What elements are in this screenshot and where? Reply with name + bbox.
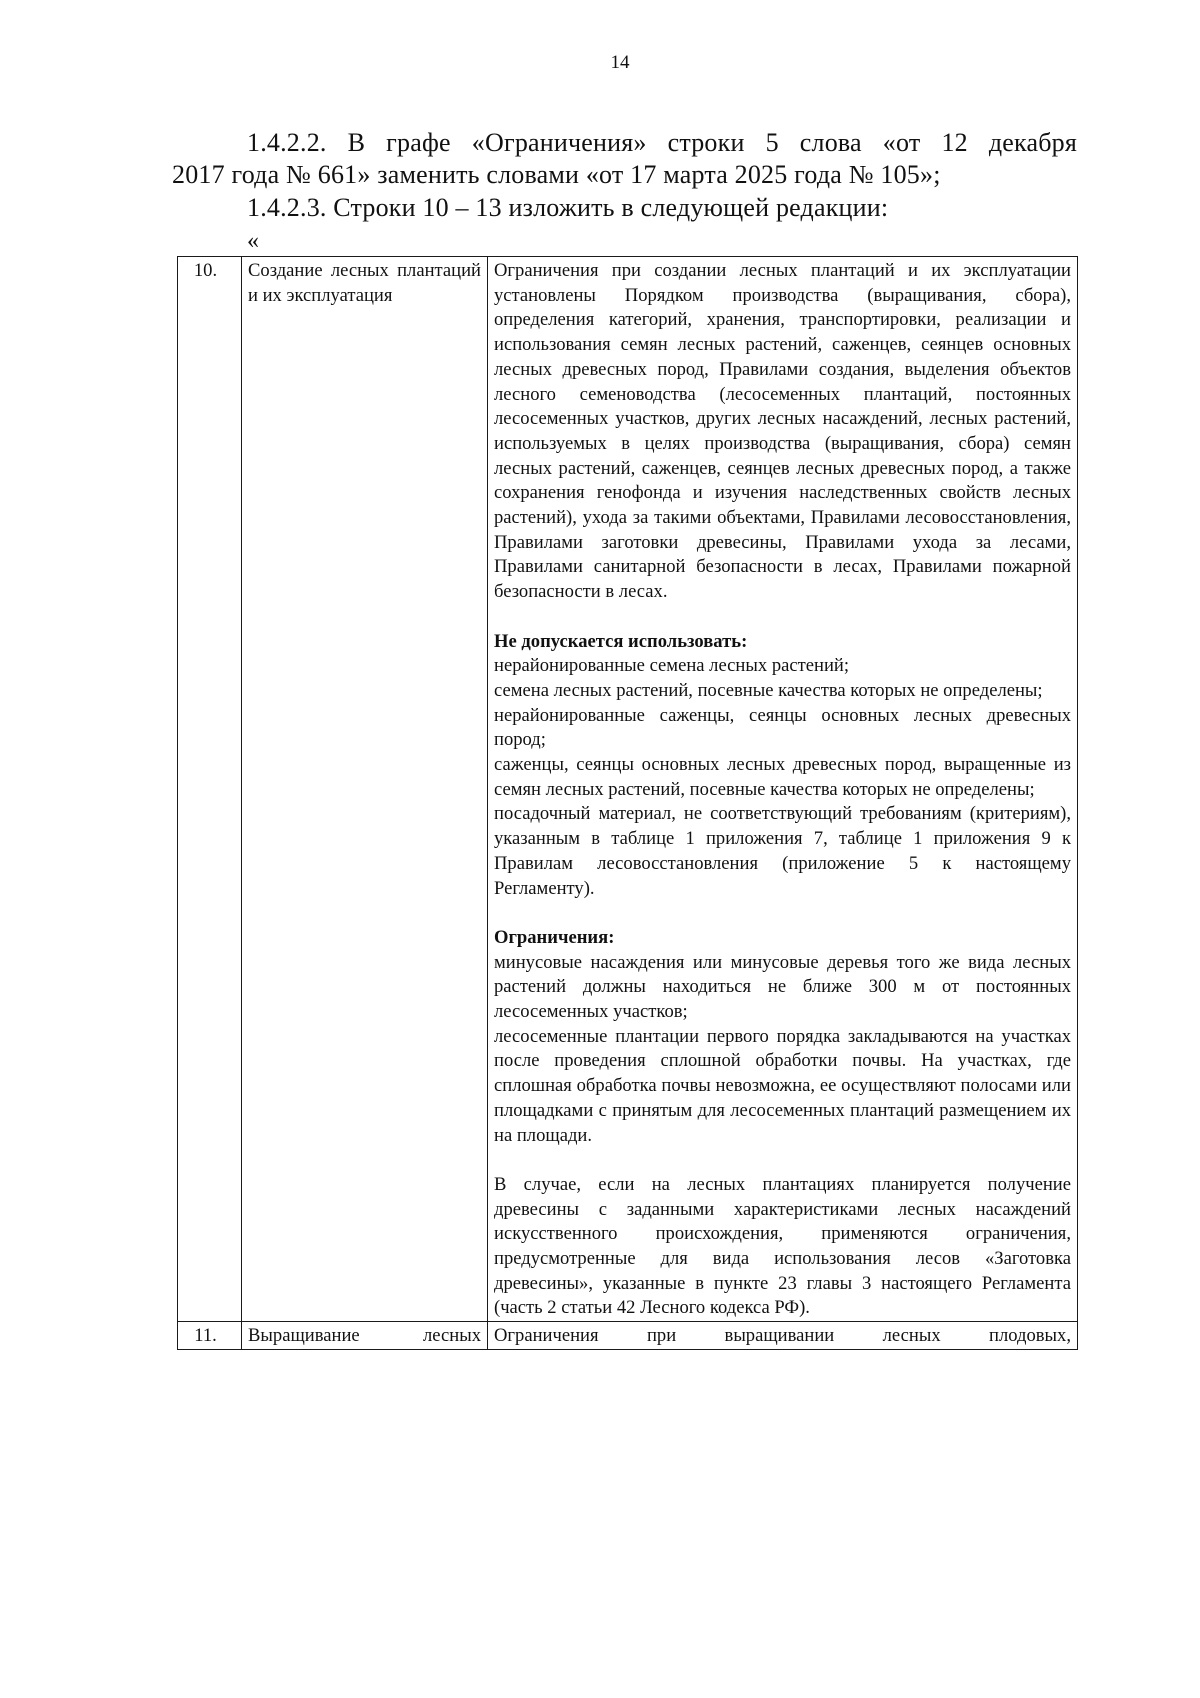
intro-paragraph-1-continued: 2017 года № 661» заменить словами «от 17 марта 2025 года № 105»; [172, 160, 941, 189]
table-row [178, 257, 1078, 1322]
section-heading-restrictions: Ограничения: [494, 926, 615, 948]
section-heading-not-allowed: Не допускается использовать: [494, 630, 748, 652]
row-number: 10. [178, 257, 242, 1322]
table-row [178, 1322, 1078, 1350]
list-item: нерайонированные семена лесных растений; [494, 655, 850, 677]
intro-paragraph-2: 1.4.2.3. Строки 10 – 13 изложить в следующей редакции: [247, 193, 889, 222]
activity-name: Создание лесных плантаций и их эксплуатация [248, 260, 481, 306]
opening-quote: « [247, 228, 259, 254]
row-number: 11. [178, 1322, 242, 1350]
page-number: 14 [610, 52, 630, 73]
intro-paragraph-1: 1.4.2.2. В графе «Ограничения» строки 5 слова «от 12 декабря [247, 128, 1077, 157]
activity-name: Выращивание лесных [242, 1322, 488, 1350]
list-item: минусовые насаждения или минусовые деревья того же вида лесных растений должны находиться не ближе 300 м от постоянных лесосеменных участков; [494, 951, 1071, 1023]
list-item: нерайонированные саженцы, сеянцы основных лесных древесных пород; [494, 704, 1071, 751]
restrictions-text: Ограничения при выращивании лесных плодовых, [488, 1322, 1078, 1350]
restrictions-paragraph: Ограничения при создании лесных плантаций и их эксплуатации установлены Порядком производства (выращивания, сбора), определения категорий, хранения, транспортировки, реализации и использования семян лесных растений, саженцев, сеянцев основных лесных древесных пород, Правилами создания, выделения объектов лесного семеноводства (лесосеменных плантаций, постоянных лесосеменных участков, других лесных насаждений, лесных растений, используемых в целях производства (выращивания, сбора) семян лесных растений, саженцев, сеянцев лесных древесных пород, а также сохранения генофонда и изучения наследственных свойств лесных растений), ухода за такими объектами, Правилами лесовосстановления, Правилами заготовки древесины, Правилами ухода за лесами, Правилами санитарной безопасности в лесах, Правилами пожарной безопасности в лесах. [494, 260, 1071, 603]
list-item: семена лесных растений, посевные качества которых не определены; [494, 679, 1043, 701]
list-item: саженцы, сеянцы основных лесных древесных пород, выращенные из семян лесных растений, посевные качества которых не определены; [494, 754, 1071, 800]
timber-harvest-paragraph: В случае, если на лесных плантациях планируется получение древесины с заданными характеристиками лесных насаждений искусственного происхождения, применяются ограничения, предусмотренные для вида использования лесов «Заготовка древесины», указанные в пункте 23 главы 3 настоящего Регламента (часть 2 статьи 42 Лесного кодекса РФ). [494, 1173, 1071, 1319]
activity-name-cell [242, 257, 488, 1322]
list-item: лесосеменные плантации первого порядка закладываются на участках после проведения сплошной обработки почвы. На участках, где сплошная обработка почвы невозможна, ее осуществляют полосами или площадками с принятым для лесосеменных плантаций размещением их на площади. [494, 1025, 1071, 1146]
restrictions-table [177, 256, 1078, 1350]
list-item: посадочный материал, не соответствующий требованиям (критериям), указанным в таблице 1 приложения 7, таблице 1 приложения 9 к Правилам лесовосстановления (приложение 5 к настоящему Регламенту). [494, 803, 1071, 899]
restrictions-cell [488, 257, 1078, 1322]
